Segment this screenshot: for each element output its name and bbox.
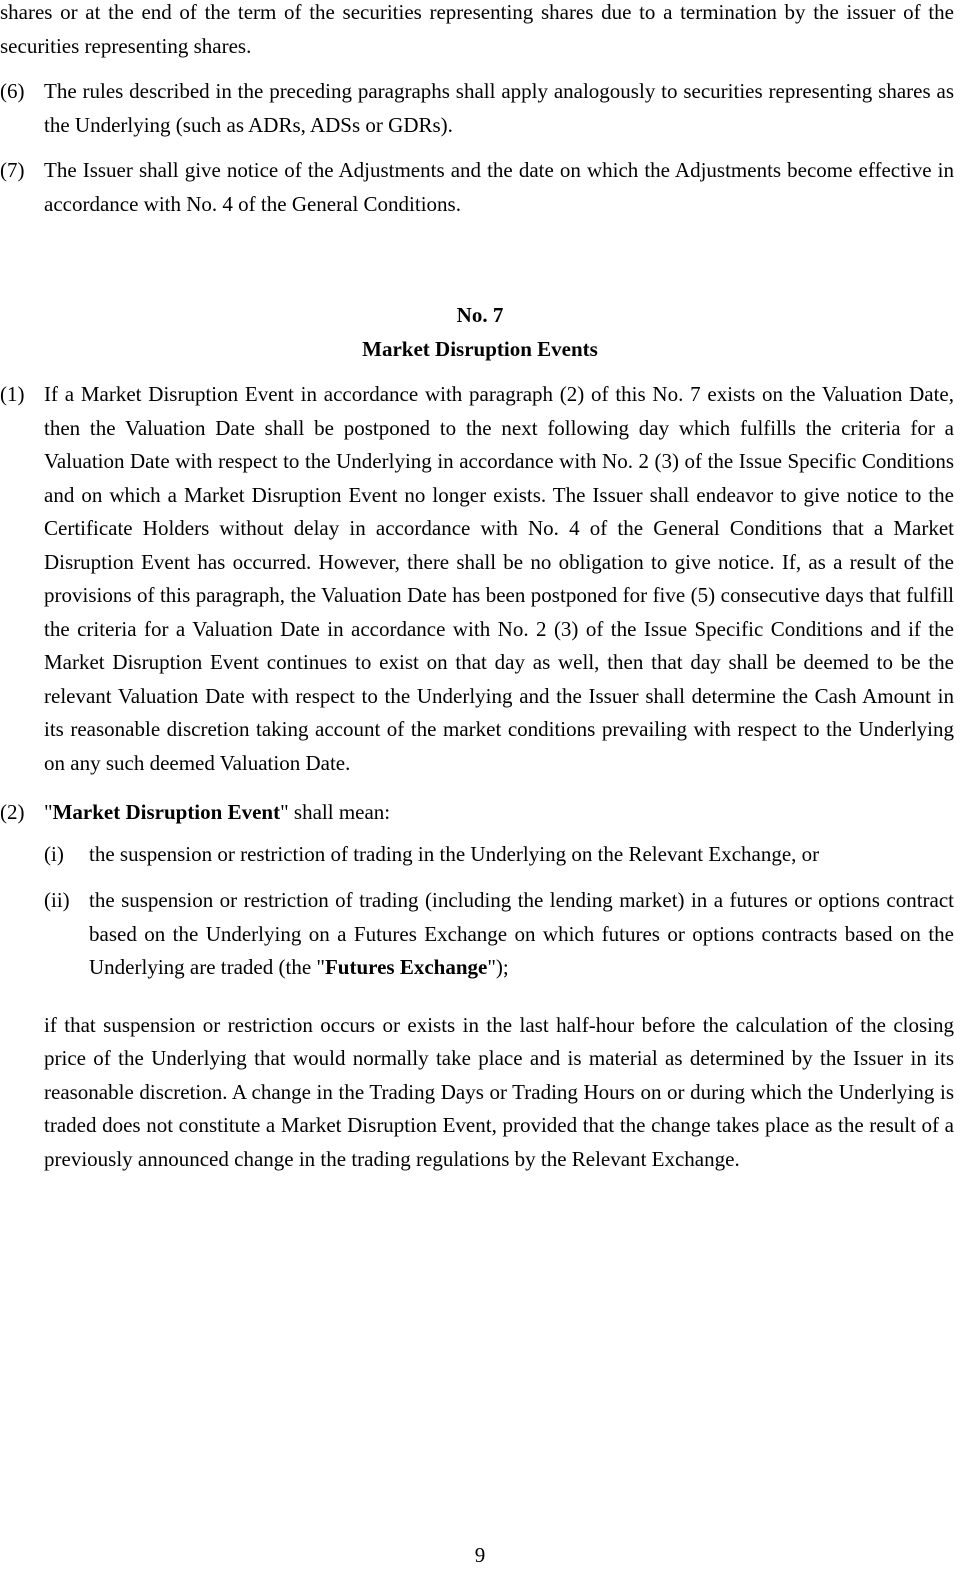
page-number: 9: [474, 1543, 486, 1567]
paragraph-number: (6): [0, 79, 25, 103]
subparagraph-text: the suspension or restriction of trading (including the lending market) in a futures or options contract based on the Underlying on a Futures Exchange on which futures or options contracts based on the Underlying are traded (the ": [89, 888, 954, 979]
subparagraph-text-end: ");: [487, 955, 509, 979]
subparagraph-text: the suspension or restriction of trading in the Underlying on the Relevant Exchange, or: [89, 841, 820, 866]
subparagraph-i: [0, 838, 960, 872]
paragraph-text: " shall mean:: [280, 800, 391, 824]
defined-term: Futures Exchange: [324, 955, 488, 979]
subparagraph-number: (i): [44, 841, 64, 866]
subparagraph-number: (ii): [44, 888, 70, 912]
section-7-paragraph-1: [0, 378, 960, 780]
section-title: Market Disruption Events: [362, 336, 598, 361]
paragraph-text: The rules described in the preceding paragraphs shall apply analogously to securities representing shares as the Underlying (such as ADRs, ADSs or GDRs).: [44, 79, 954, 137]
section-7-paragraph-2: [0, 796, 960, 830]
paragraph-6: [0, 75, 960, 142]
continuation-paragraph: shares or at the end of the term of the securities representing shares due to a termination by the issuer of the securities representing shares.: [0, 0, 954, 58]
closing-paragraph: if that suspension or restriction occurs or exists in the last half-hour before the calculation of the closing price of the Underlying that would normally take place and is material as determined by the Issuer in its reasonable discretion. A change in the Trading Days or Trading Hours on or during which the Underlying is traded does not constitute a Market Disruption Event, provided that the change takes place as the result of a previously announced change in the trading regulations by the Relevant Exchange.: [44, 1012, 954, 1171]
paragraph-number: (1): [0, 382, 25, 406]
paragraph-number: (7): [0, 158, 25, 182]
subparagraph-ii: [0, 884, 960, 985]
paragraph-text: If a Market Disruption Event in accordance with paragraph (2) of this No. 7 exists on the Valuation Date, then the Valuation Date shall be postponed to the next following day which fulfills the criteria for a Valuation Date with respect to the Underlying in accordance with No. 2 (3) of the Issue Specific Conditions and on which a Market Disruption Event no longer exists. The Issuer shall endeavor to give notice to the Certificate Holders without delay in accordance with No. 4 of the General Conditions that a Market Disruption Event has occurred. However, there shall be no obligation to give notice. If, as a result of the provisions of this paragraph, the Valuation Date has been postponed for five (5) consecutive days that fulfill the criteria for a Valuation Date in accordance with No. 2 (3) of the Issue Specific Conditions and if the Market Disruption Event continues to exist on that day as well, then that day shall be deemed to be the relevant Valuation Date with respect to the Underlying and the Issuer shall determine the Cash Amount in its reasonable discretion taking account of the market conditions prevailing with respect to the Underlying on any such deemed Valuation Date.: [44, 382, 954, 775]
section-number: No. 7: [456, 303, 504, 327]
defined-term: Market Disruption Event: [52, 800, 281, 824]
paragraph-text: The Issuer shall give notice of the Adjustments and the date on which the Adjustments become effective in accordance with No. 4 of the General Conditions.: [44, 158, 954, 216]
paragraph-number: (2): [0, 800, 25, 824]
quote-open: ": [44, 800, 53, 824]
paragraph-7: [0, 154, 960, 221]
